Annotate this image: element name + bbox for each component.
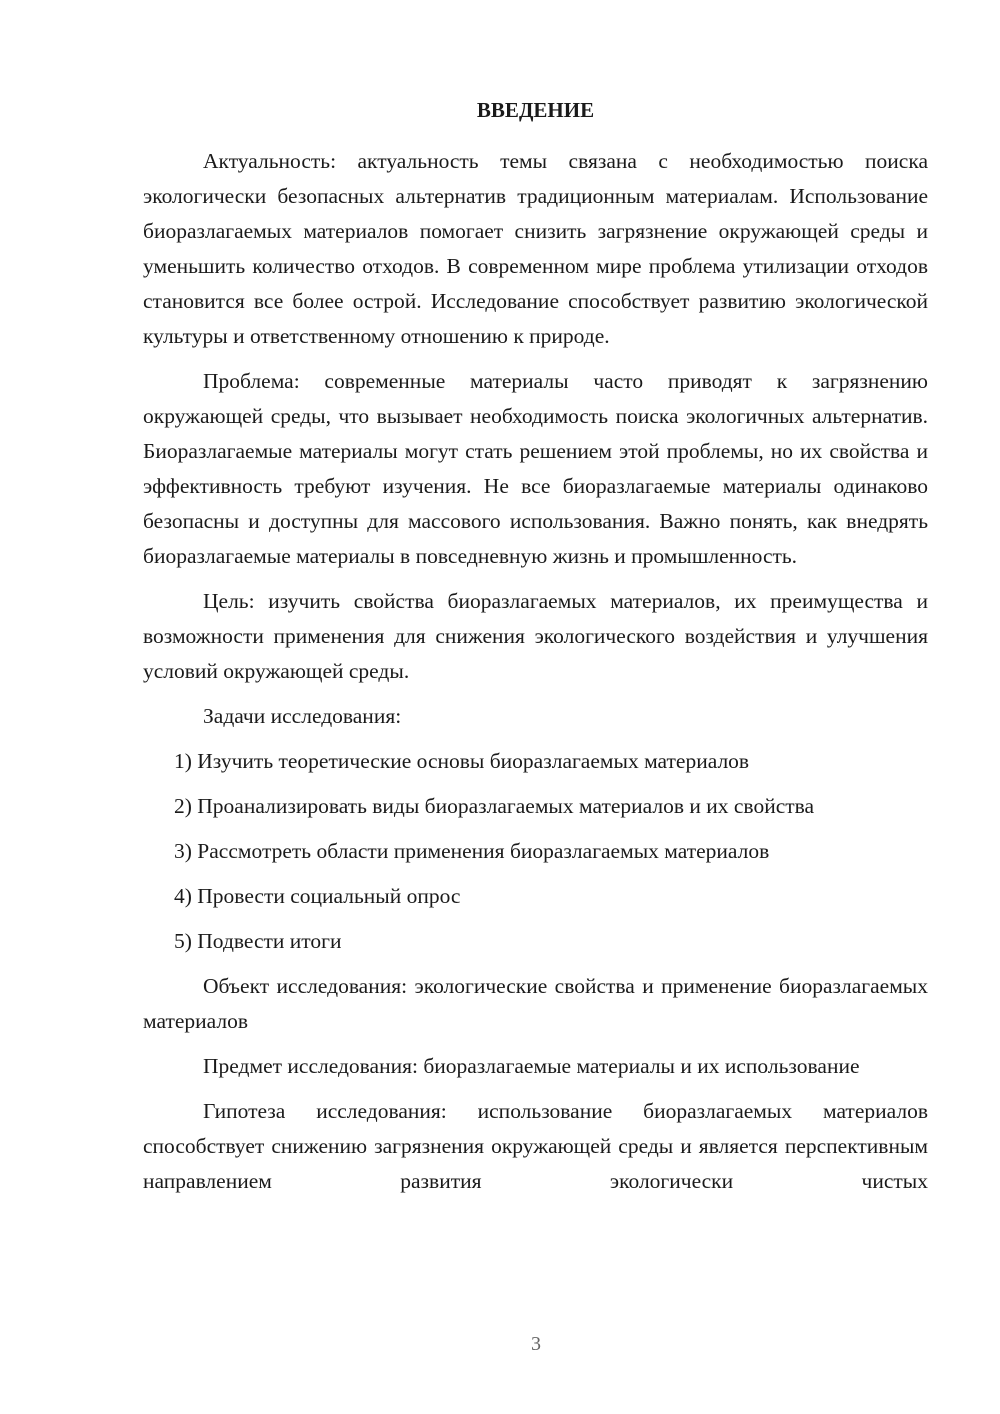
task-item-4: 4) Провести социальный опрос [174,884,461,908]
task-item-5: 5) Подвести итоги [174,929,342,953]
document-page [143,92,928,1209]
task-item-3: 3) Рассмотреть области применения биоразлагаемых материалов [174,839,770,863]
relevance-paragraph: Актуальность: актуальность темы связана с необходимостью поиска экологически безопасных альтернатив традиционным материалам. Использование биоразлагаемых материалов помогает снизить загрязнение окружающей среды и уменьшить количество отходов. В современном мире проблема утилизации отходов становится все более острой. Исследование способствует развитию экологической культуры и ответственному отношению к природе. [143,149,928,348]
task-item-2: 2) Проанализировать виды биоразлагаемых материалов и их свойства [174,794,815,818]
goal-paragraph: Цель: изучить свойства биоразлагаемых материалов, их преимущества и возможности применения для снижения экологического воздействия и улучшения условий окружающей среды. [143,589,928,683]
page-title: ВВЕДЕНИЕ [476,98,595,122]
hypothesis-paragraph: Гипотеза исследования: использование биоразлагаемых материалов способствует снижению загрязнения окружающей среды и является перспективным направлением развития экологически чистых [143,1099,928,1193]
tasks-heading: Задачи исследования: [203,704,402,728]
tasks-list [143,744,928,959]
subject-paragraph: Предмет исследования: биоразлагаемые материалы и их использование [203,1054,860,1078]
page-number: 3 [531,1333,541,1355]
object-paragraph: Объект исследования: экологические свойства и применение биоразлагаемых материалов [143,974,928,1033]
task-item-1: 1) Изучить теоретические основы биоразлагаемых материалов [174,749,750,773]
problem-paragraph: Проблема: современные материалы часто приводят к загрязнению окружающей среды, что вызывает необходимость поиска экологичных альтернатив. Биоразлагаемые материалы могут стать решением этой проблемы, но их свойства и эффективность требуют изучения. Не все биоразлагаемые материалы одинаково безопасны и доступны для массового использования. Важно понять, как внедрять биоразлагаемые материалы в повседневную жизнь и промышленность. [143,369,928,568]
